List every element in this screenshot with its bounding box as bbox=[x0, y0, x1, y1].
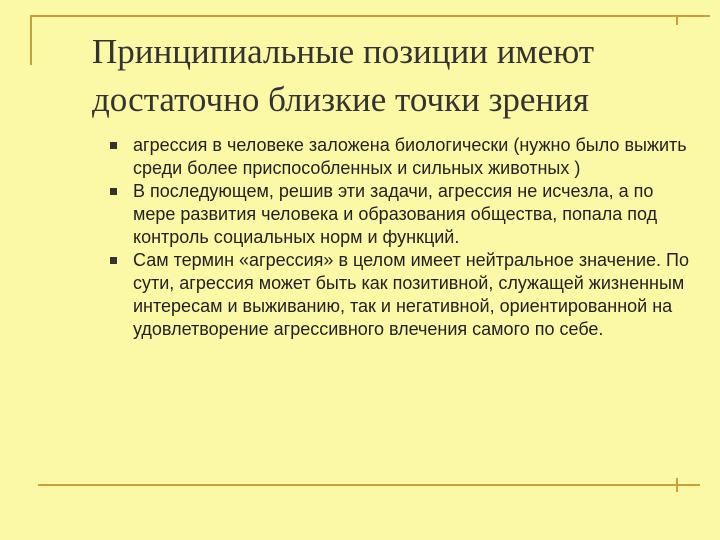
frame-bottom-tick bbox=[676, 478, 678, 492]
frame-bottom-line bbox=[38, 484, 700, 486]
slide-title: Принципиальные позиции имеют достаточно близкие точки зрения bbox=[92, 32, 595, 119]
bullet-item bbox=[0, 134, 720, 180]
frame-left-line bbox=[30, 15, 32, 65]
bullet-item bbox=[0, 249, 720, 341]
bullet-text: агрессия в человеке заложена биологически (нужно было выжить среди более приспособленных и сильных животных ) bbox=[133, 135, 687, 178]
square-bullet-icon bbox=[110, 142, 117, 149]
square-bullet-icon bbox=[110, 257, 117, 264]
bullet-list bbox=[0, 134, 720, 341]
bullet-text: Сам термин «агрессия» в целом имеет нейтральное значение. По сути, агрессия может быть как позитивной, служащей жизненным интересам и выживанию, так и негативной, ориентированной на удовлетворение агрессивного влечения самого по себе. bbox=[133, 250, 689, 339]
frame-right-tick bbox=[676, 15, 678, 25]
bullet-text: В последующем, решив эти задачи, агрессия не исчезла, а по мере развития человека и образования общества, попала под контроль социальных норм и функций. bbox=[133, 181, 658, 247]
square-bullet-icon bbox=[110, 188, 117, 195]
frame-top-line bbox=[30, 15, 710, 17]
bullet-item bbox=[0, 180, 720, 249]
